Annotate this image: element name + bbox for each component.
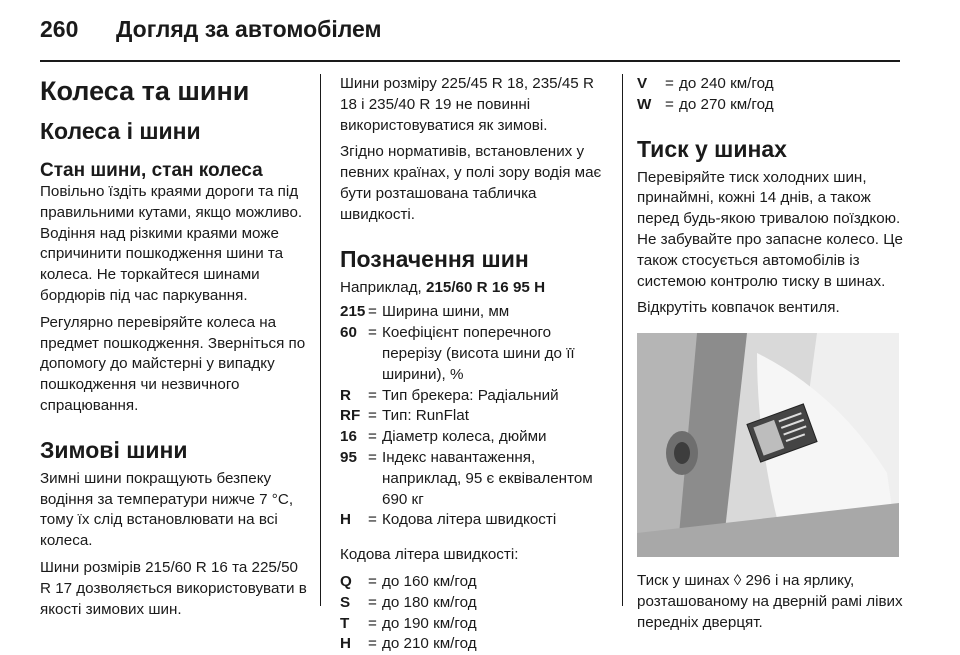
definition-row <box>340 406 608 427</box>
page-header <box>40 16 382 46</box>
definition-row <box>340 448 608 510</box>
reference-icon: ◊ <box>733 572 742 590</box>
caption-text: Тиск у шинах <box>637 572 734 590</box>
caption-reference: 296 і на ярлику, розташованому на дверній рамі лівих передніх дверцят. <box>637 572 903 631</box>
definition-key: H <box>340 511 351 529</box>
definition-row <box>340 427 608 448</box>
definition-eq: = <box>368 593 377 611</box>
paragraph: Відкрутіть ковпачок вентиля. <box>637 299 840 317</box>
definition-key: Q <box>340 572 352 590</box>
topic-title: Стан шини, стан колеса <box>40 160 263 181</box>
definition-eq: = <box>368 428 377 446</box>
example-prefix: Наприклад, <box>340 278 426 296</box>
column-2 <box>340 74 608 655</box>
paragraph: Повільно їздіть краями дороги та під правильними кутами, якщо можливо. Водіння над різкими краями може спричинити пошкодження шини та колеса. Не торкайтеся шинами бордюрів під час паркування. <box>40 183 303 304</box>
definition-key: RF <box>340 407 361 425</box>
definition-val: Кодова літера швидкості <box>382 511 557 529</box>
speed-list <box>637 74 905 116</box>
definition-val: Діаметр колеса, дюйми <box>382 428 547 446</box>
definition-val: Ширина шини, мм <box>382 303 510 321</box>
photo-caption <box>637 571 905 633</box>
definition-eq: = <box>368 614 377 632</box>
subsection-title: Колеса і шини <box>40 118 201 144</box>
definition-eq: = <box>368 324 377 342</box>
definition-eq: = <box>368 303 377 321</box>
definition-key: R <box>340 386 351 404</box>
definition-key: 60 <box>340 324 357 342</box>
definition-eq: = <box>665 75 674 92</box>
section-title: Колеса та шини <box>40 76 250 106</box>
definition-key: H <box>340 635 351 653</box>
paragraph: Перевіряйте тиск холодних шин, принаймні, кожні 14 днів, а також перед будь-якою тривалою поїздкою. Не забувайте про запасне колесо. Це також стосується автомобілів із системою контролю тиску в шинах. <box>637 168 903 290</box>
definition-row <box>340 386 608 407</box>
designation-list <box>340 302 608 531</box>
definition-key: V <box>637 75 648 92</box>
definition-val: Індекс навантаження, наприклад, 95 є еквівалентом 690 кг <box>382 448 593 508</box>
definition-val: Тип: RunFlat <box>382 407 469 425</box>
example-code: 215/60 R 16 95 H <box>426 278 546 296</box>
definition-val: до 190 км/год <box>382 614 477 632</box>
definition-row <box>637 74 905 95</box>
column-3 <box>637 74 905 634</box>
column-divider <box>320 74 321 606</box>
definition-key: W <box>637 95 652 113</box>
definition-eq: = <box>368 511 377 529</box>
speed-intro: Кодова літера швидкості: <box>340 546 519 564</box>
definition-row <box>340 572 608 593</box>
subsection-title: Позначення шин <box>340 245 529 272</box>
definition-eq: = <box>368 407 377 425</box>
definition-eq: = <box>368 448 377 466</box>
definition-eq: = <box>368 635 377 653</box>
definition-row <box>637 95 905 116</box>
definition-val: до 240 км/год <box>679 75 774 92</box>
column-divider <box>622 74 623 606</box>
column-1 <box>40 74 308 620</box>
definition-eq: = <box>368 572 377 590</box>
chapter-title: Догляд за автомобілем <box>116 16 382 42</box>
definition-row <box>340 323 608 385</box>
paragraph: Шини розміру 225/45 R 18, 235/45 R 18 і 235/40 R 19 не повинні використовуватися як зимові. <box>340 75 594 134</box>
definition-row <box>340 634 608 655</box>
definition-row <box>340 593 608 614</box>
definition-row <box>340 302 608 323</box>
subsection-title: Зимові шини <box>40 436 188 463</box>
paragraph: Зимні шини покращують безпеку водіння за температури нижче 7 °C, тому їх слід встановлювати на всі колеса. <box>40 469 294 550</box>
definition-eq: = <box>368 386 377 404</box>
speed-list <box>340 572 608 655</box>
definition-key: S <box>340 593 351 611</box>
definition-key: 95 <box>340 448 357 466</box>
tire-pressure-label-image <box>637 333 899 557</box>
definition-row <box>340 614 608 635</box>
definition-eq: = <box>665 95 674 113</box>
definition-val: Коефіцієнт поперечного перерізу (висота шини до її ширини), % <box>382 324 575 383</box>
paragraph: Регулярно перевіряйте колеса на предмет пошкодження. Зверніться по допомогу до майстерні у випадку пошкодження чи незвичного спрацювання. <box>40 313 306 414</box>
definition-key: T <box>340 614 350 632</box>
page-number: 260 <box>40 16 79 42</box>
definition-val: Тип брекера: Радіальний <box>382 386 559 404</box>
door-frame-photo <box>637 333 899 557</box>
definition-val: до 270 км/год <box>679 95 774 113</box>
definition-key: 215 <box>340 303 366 321</box>
subsection-title: Тиск у шинах <box>637 135 787 162</box>
example-line <box>340 278 608 299</box>
paragraph: Шини розмірів 215/60 R 16 та 225/50 R 17 дозволяється використовувати в якості зимових шин. <box>40 558 307 618</box>
header-divider <box>40 60 900 62</box>
definition-val: до 210 км/год <box>382 635 477 653</box>
definition-row <box>340 510 608 531</box>
definition-val: до 160 км/год <box>382 572 477 590</box>
paragraph: Згідно нормативів, встановлених у певних країнах, у полі зору водія має бути розташована табличка швидкості. <box>340 143 602 223</box>
definition-key: 16 <box>340 428 357 446</box>
definition-val: до 180 км/год <box>382 593 477 611</box>
